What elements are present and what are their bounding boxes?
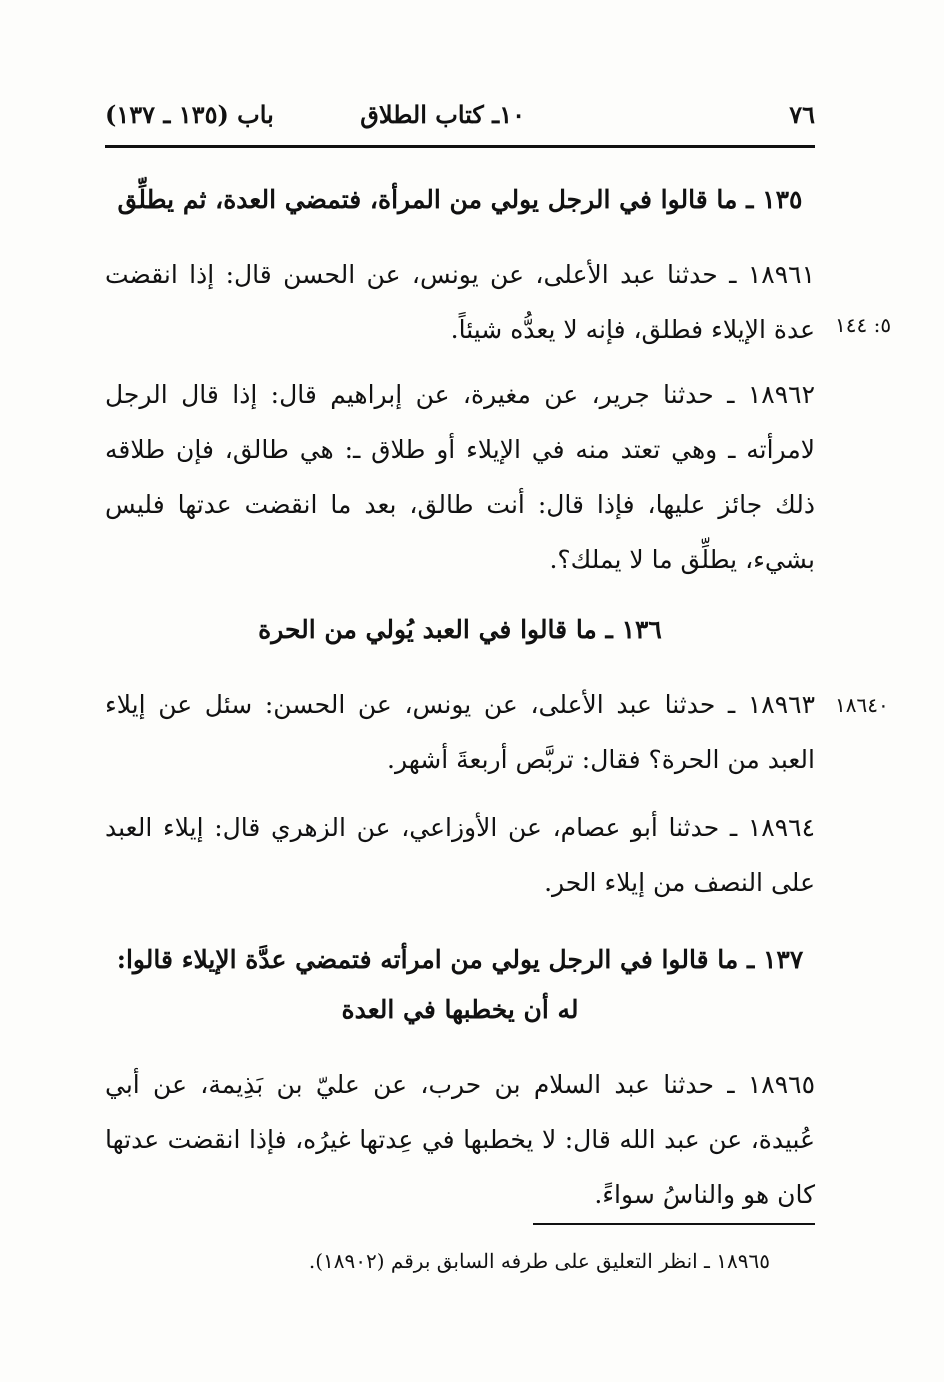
section-heading-136: ١٣٦ ـ ما قالوا في العبد يُولي من الحرة [258,615,662,644]
chapter-range: باب (١٣٥ ـ ١٣٧) [105,100,274,129]
header-rule [105,145,815,148]
hadith-18965: ١٨٩٦٥ ـ حدثنا عبد السلام بن حرب، عن عليّ بن بَذِيمة، عن أبي عُبيدة، عن عبد الله قال: لا يخطبها في عِدتها غيرُه، فإذا انقضت عدتها كان هو والناسُ سواءً. [105,1070,815,1209]
hadith-18961: ١٨٩٦١ ـ حدثنا عبد الأعلى، عن يونس، عن الحسن قال: إذا انقضت عدة الإيلاء فطلق، فإنه لا يعدُّه شيئاً. [105,260,815,344]
running-header [105,100,815,142]
book-title: ١٠ـ كتاب الطلاق [360,100,525,129]
hadith-18962: ١٨٩٦٢ ـ حدثنا جرير، عن مغيرة، عن إبراهيم قال: إذا قال الرجل لامرأته ـ وهي تعتد منه في الإيلاء أو طلاق ـ: هي طالق، فإن طلاقه ذلك جائز عليها، فإذا قال: أنت طالق، بعد ما انقضت عدتها فليس بشيء، يطلِّق ما لا يملك؟. [105,380,816,574]
page-number: ٧٦ [789,100,815,129]
section-heading-137: ١٣٧ ـ ما قالوا في الرجل يولي من امرأته فتمضي عدَّة الإيلاء قالوا: له أن يخطبها في العدة [116,945,804,1024]
footnote-rule [533,1223,815,1225]
hadith-18964: ١٨٩٦٤ ـ حدثنا أبو عصام، عن الأوزاعي، عن الزهري قال: إيلاء العبد على النصف من إيلاء الحر. [105,813,815,897]
section-heading-135: ١٣٥ ـ ما قالوا في الرجل يولي من المرأة، فتمضي العدة، ثم يطلِّق [117,185,803,214]
margin-reference: ٥: ١٤٤ [835,313,892,337]
margin-reference: ١٨٦٤٠ [835,693,889,717]
footnote: ١٨٩٦٥ ـ انظر التعليق على طرفه السابق برقم (١٨٩٠٢). [308,1249,770,1273]
hadith-18963: ١٨٩٦٣ ـ حدثنا عبد الأعلى، عن يونس، عن الحسن: سئل عن إيلاء العبد من الحرة؟ فقال: تربَّص أربعةَ أشهر. [105,690,815,774]
